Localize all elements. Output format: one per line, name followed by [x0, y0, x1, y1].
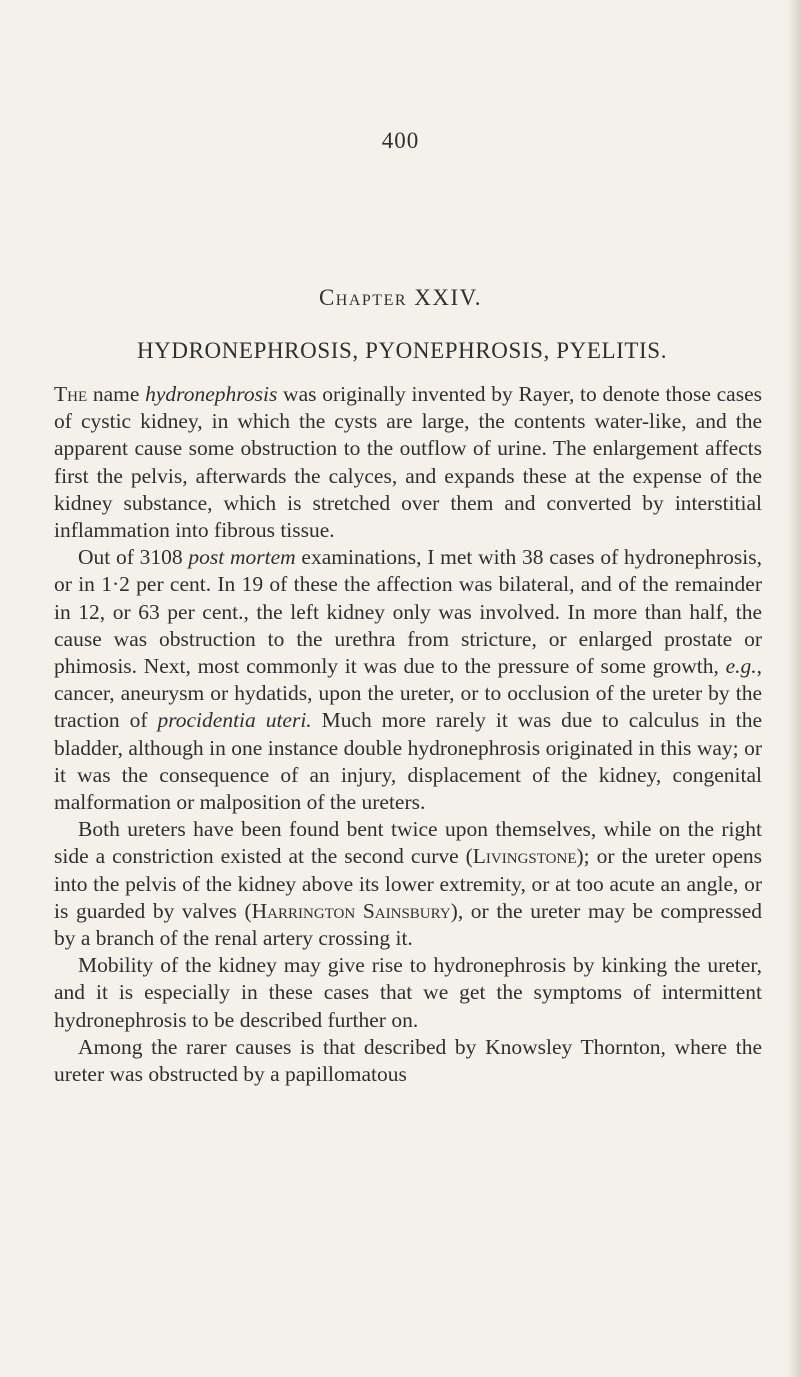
author-name: Livingstone	[472, 844, 577, 869]
body-text	[54, 381, 762, 1088]
text-span: Much more rarely it was due to calculus in the bladder, although in one instance double hydronephrosis originated in this way; or it was the consequence of an injury, displacement of the kidney, congenital malformation or malposition of the ureters.	[54, 708, 762, 815]
italic-phrase: procidentia uteri.	[157, 708, 312, 733]
text-span: name	[87, 382, 146, 406]
text-span: Out of 3108	[78, 545, 189, 570]
paragraph-3	[54, 816, 762, 952]
term-italic: hydronephrosis	[145, 382, 278, 406]
page-number: 400	[381, 128, 420, 153]
text-span: , cancer, aneurysm or hydatids, upon the ureter, or to occlusion of the ureter by the traction of	[54, 654, 762, 733]
paragraph-2	[54, 544, 762, 816]
section-title: HYDRONEPHROSIS, PYONEPHROSIS, PYELITIS.	[136, 338, 668, 363]
text-span: Both ureters have been found bent twice upon themselves, while on the right side a constriction existed at the second curve (	[54, 817, 762, 869]
italic-phrase: post mortem	[188, 545, 296, 570]
paragraph-5: Among the rarer causes is that described by Knowsley Thornton, where the ureter was obstructed by a papillomatous	[54, 1034, 762, 1087]
paragraph-4: Mobility of the kidney may give rise to hydronephrosis by kinking the ureter, and it is especially in these cases that we get the symptoms of intermittent hydronephrosis to be described further on.	[54, 953, 762, 1032]
text-span: examinations, I met with 38 cases of hydronephrosis, or in 1·2 per cent. In 19 of these the affection was bilateral, and of the remainder in 12, or 63 per cent., the left kidney only was involved. In more than half, the cause was obstruction to the urethra from stricture, or enlarged prostate or phimosis. Next, most commonly it was due to the pressure of some growth,	[54, 545, 762, 679]
italic-phrase: e.g.	[725, 654, 757, 679]
author-name: Harrington Sainsbury	[251, 898, 451, 923]
text-span: was originally invented by Rayer, to denote those cases of cystic kidney, in which the cysts are large, the contents water-like, and the apparent cause some obstruction to the outflow of urine. The enlargement affects first the pelvis, afterwards the calyces, and expands these at the expense of the kidney substance, which is stretched over them and converted by interstitial inflammation into fibrous tissue.	[54, 382, 762, 543]
page-edge-shadow	[787, 0, 801, 1377]
text-span: ), or the ureter may be compressed by a branch of the renal artery crossing it.	[54, 898, 762, 951]
chapter-heading: Chapter XXIV.	[318, 285, 483, 310]
paragraph-1	[54, 381, 762, 544]
text-span: ); or the ureter opens into the pelvis of the kidney above its lower extremity, or at too acute an angle, or is guarded by valves (	[54, 844, 762, 923]
lead-word: The	[54, 382, 88, 406]
